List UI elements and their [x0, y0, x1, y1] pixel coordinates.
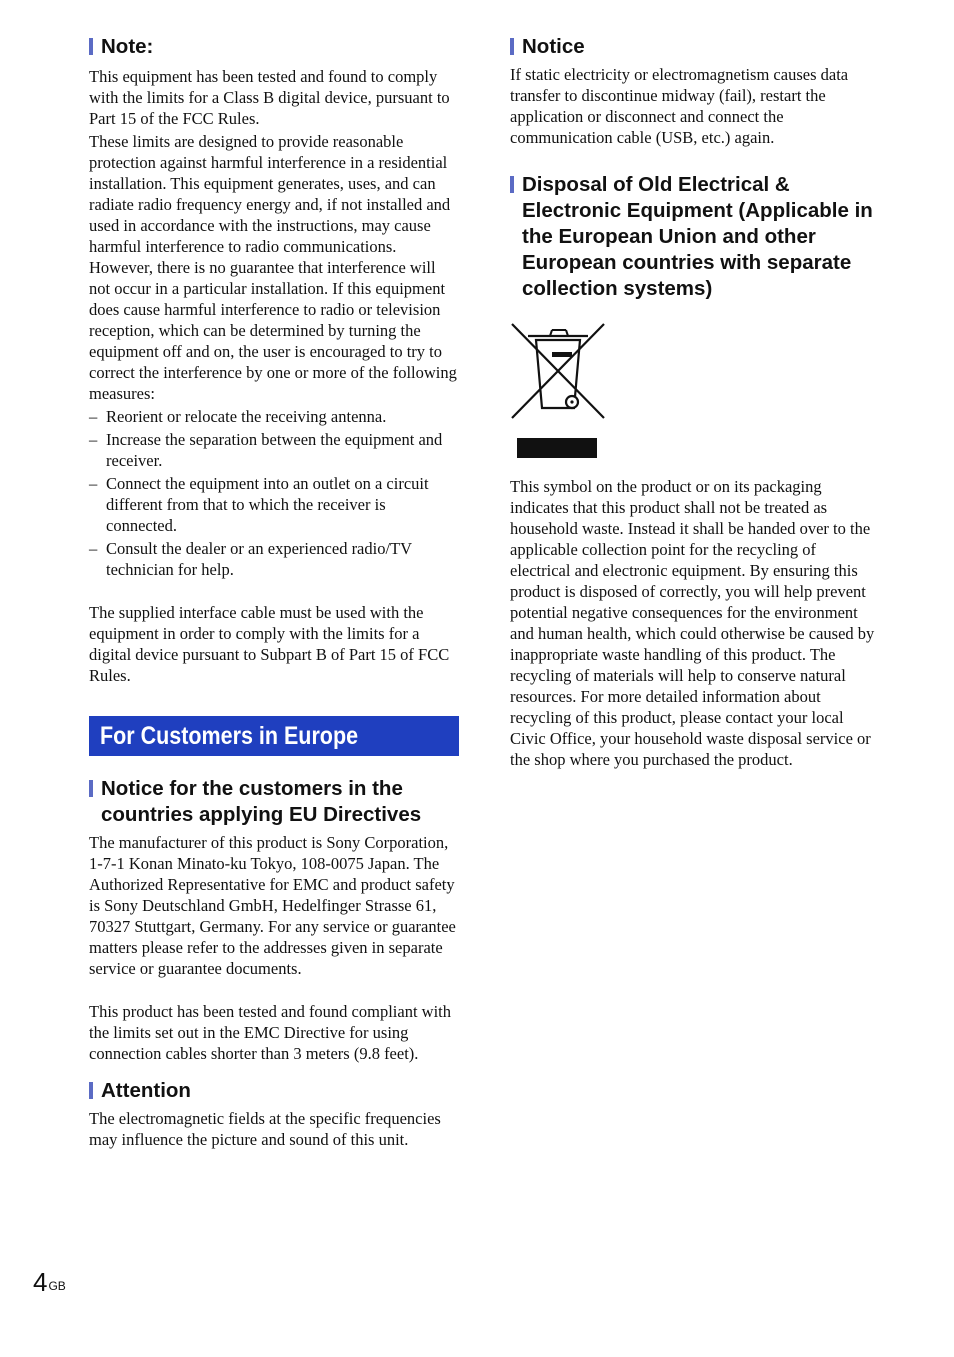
eu-paragraph-2: This product has been tested and found compliant with the limits set out in the EMC Directive for using connection cables shorter than 3 meters (9.8 feet). [89, 1002, 452, 1063]
dash-marker: – [89, 474, 98, 493]
dash-marker: – [89, 430, 98, 449]
section-title: For Customers in Europe [100, 722, 359, 750]
list-item [89, 429, 459, 471]
list-item-text: Increase the separation between the equipment and receiver. [106, 430, 443, 470]
list-item-text: Connect the equipment into an outlet on a circuit different from that to which the receiver is connected. [106, 474, 429, 535]
measures-list [89, 406, 459, 580]
cable-paragraph: The supplied interface cable must be used with the equipment in order to comply with the limits for a digital device pursuant to Subpart B of Part 15 of FCC Rules. [89, 603, 450, 685]
heading-marker [89, 780, 93, 797]
eu-notice-heading [89, 776, 459, 828]
weee-symbol [510, 322, 610, 458]
disposal-heading [510, 172, 878, 302]
notice-heading [510, 34, 878, 60]
eu-notice-heading-text: Notice for the customers in the countries applying EU Directives [101, 777, 422, 826]
list-item-text: Reorient or relocate the receiving antenna. [106, 407, 387, 426]
note-heading [89, 34, 459, 60]
dash-marker: – [89, 407, 98, 426]
list-item-text: Consult the dealer or an experienced radio/TV technician for help. [106, 539, 412, 579]
left-column [89, 34, 459, 1152]
list-item [89, 406, 459, 427]
attention-heading-text: Attention [101, 1079, 191, 1102]
page-number-suffix: GB [48, 1279, 66, 1293]
heading-marker [510, 176, 514, 193]
right-column [510, 34, 878, 772]
heading-marker [510, 38, 514, 55]
list-item [89, 538, 459, 580]
note-paragraph-2: These limits are designed to provide reasonable protection against harmful interference in a residential installation. This equipment generates, uses, and can radiate radio frequency energy and, if not installed and used in accordance with the instructions, may cause harmful interference to radio communications. However, there is no guarantee that interference will not occur in a particular installation. If this equipment does cause harmful interference to radio or television reception, which can be determined by turning the equipment off and on, the user is encouraged to try to correct the interference by one or more of the following measures: [89, 132, 457, 403]
heading-marker [89, 1082, 93, 1099]
disposal-paragraph: This symbol on the product or on its packaging indicates that this product shall not be treated as household waste. Instead it shall be handed over to the applicable collection point for the recycling of electrical and electronic equipment. By ensuring this product is disposed of correctly, you will help prevent potential negative consequences for the environment and human health, which could otherwise be caused by inappropriate waste handling of this product. The recycling of materials will help to conserve natural resources. For more detailed information about recycling of this product, please contact your local Civic Office, your household waste disposal service or the shop where you purchased the product. [510, 477, 875, 769]
attention-heading [89, 1078, 459, 1104]
note-heading-text: Note: [101, 35, 154, 58]
notice-heading-text: Notice [522, 35, 585, 58]
page-number-value: 4 [33, 1267, 48, 1297]
list-item [89, 473, 459, 536]
dash-marker: – [89, 539, 98, 558]
crossed-out-wheelie-bin-icon [510, 322, 606, 422]
notice-paragraph: If static electricity or electromagnetism causes data transfer to discontinue midway (fail), restart the application or disconnect and connect the communication cable (USB, etc.) again. [510, 65, 849, 147]
disposal-heading-text: Disposal of Old Electrical & Electronic Equipment (Applicable in the European Union and other European countries with separate collection systems) [522, 173, 873, 300]
attention-paragraph: The electromagnetic fields at the specific frequencies may influence the picture and sound of this unit. [89, 1109, 441, 1149]
weee-bar [517, 438, 597, 458]
eu-paragraph-1: The manufacturer of this product is Sony Corporation, 1-7-1 Konan Minato-ku Tokyo, 108-0075 Japan. The Authorized Representative for EMC and product safety is Sony Deutschland GmbH, Hedelfinger Strasse 61, 70327 Stuttgart, Germany. For any service or guarantee matters please refer to the addresses given in separate service or guarantee documents. [89, 833, 456, 978]
section-banner [89, 716, 459, 756]
note-paragraph-1: This equipment has been tested and found to comply with the limits for a Class B digital device, pursuant to Part 15 of the FCC Rules. [89, 67, 450, 128]
heading-marker [89, 38, 93, 55]
page-number [33, 1267, 66, 1297]
